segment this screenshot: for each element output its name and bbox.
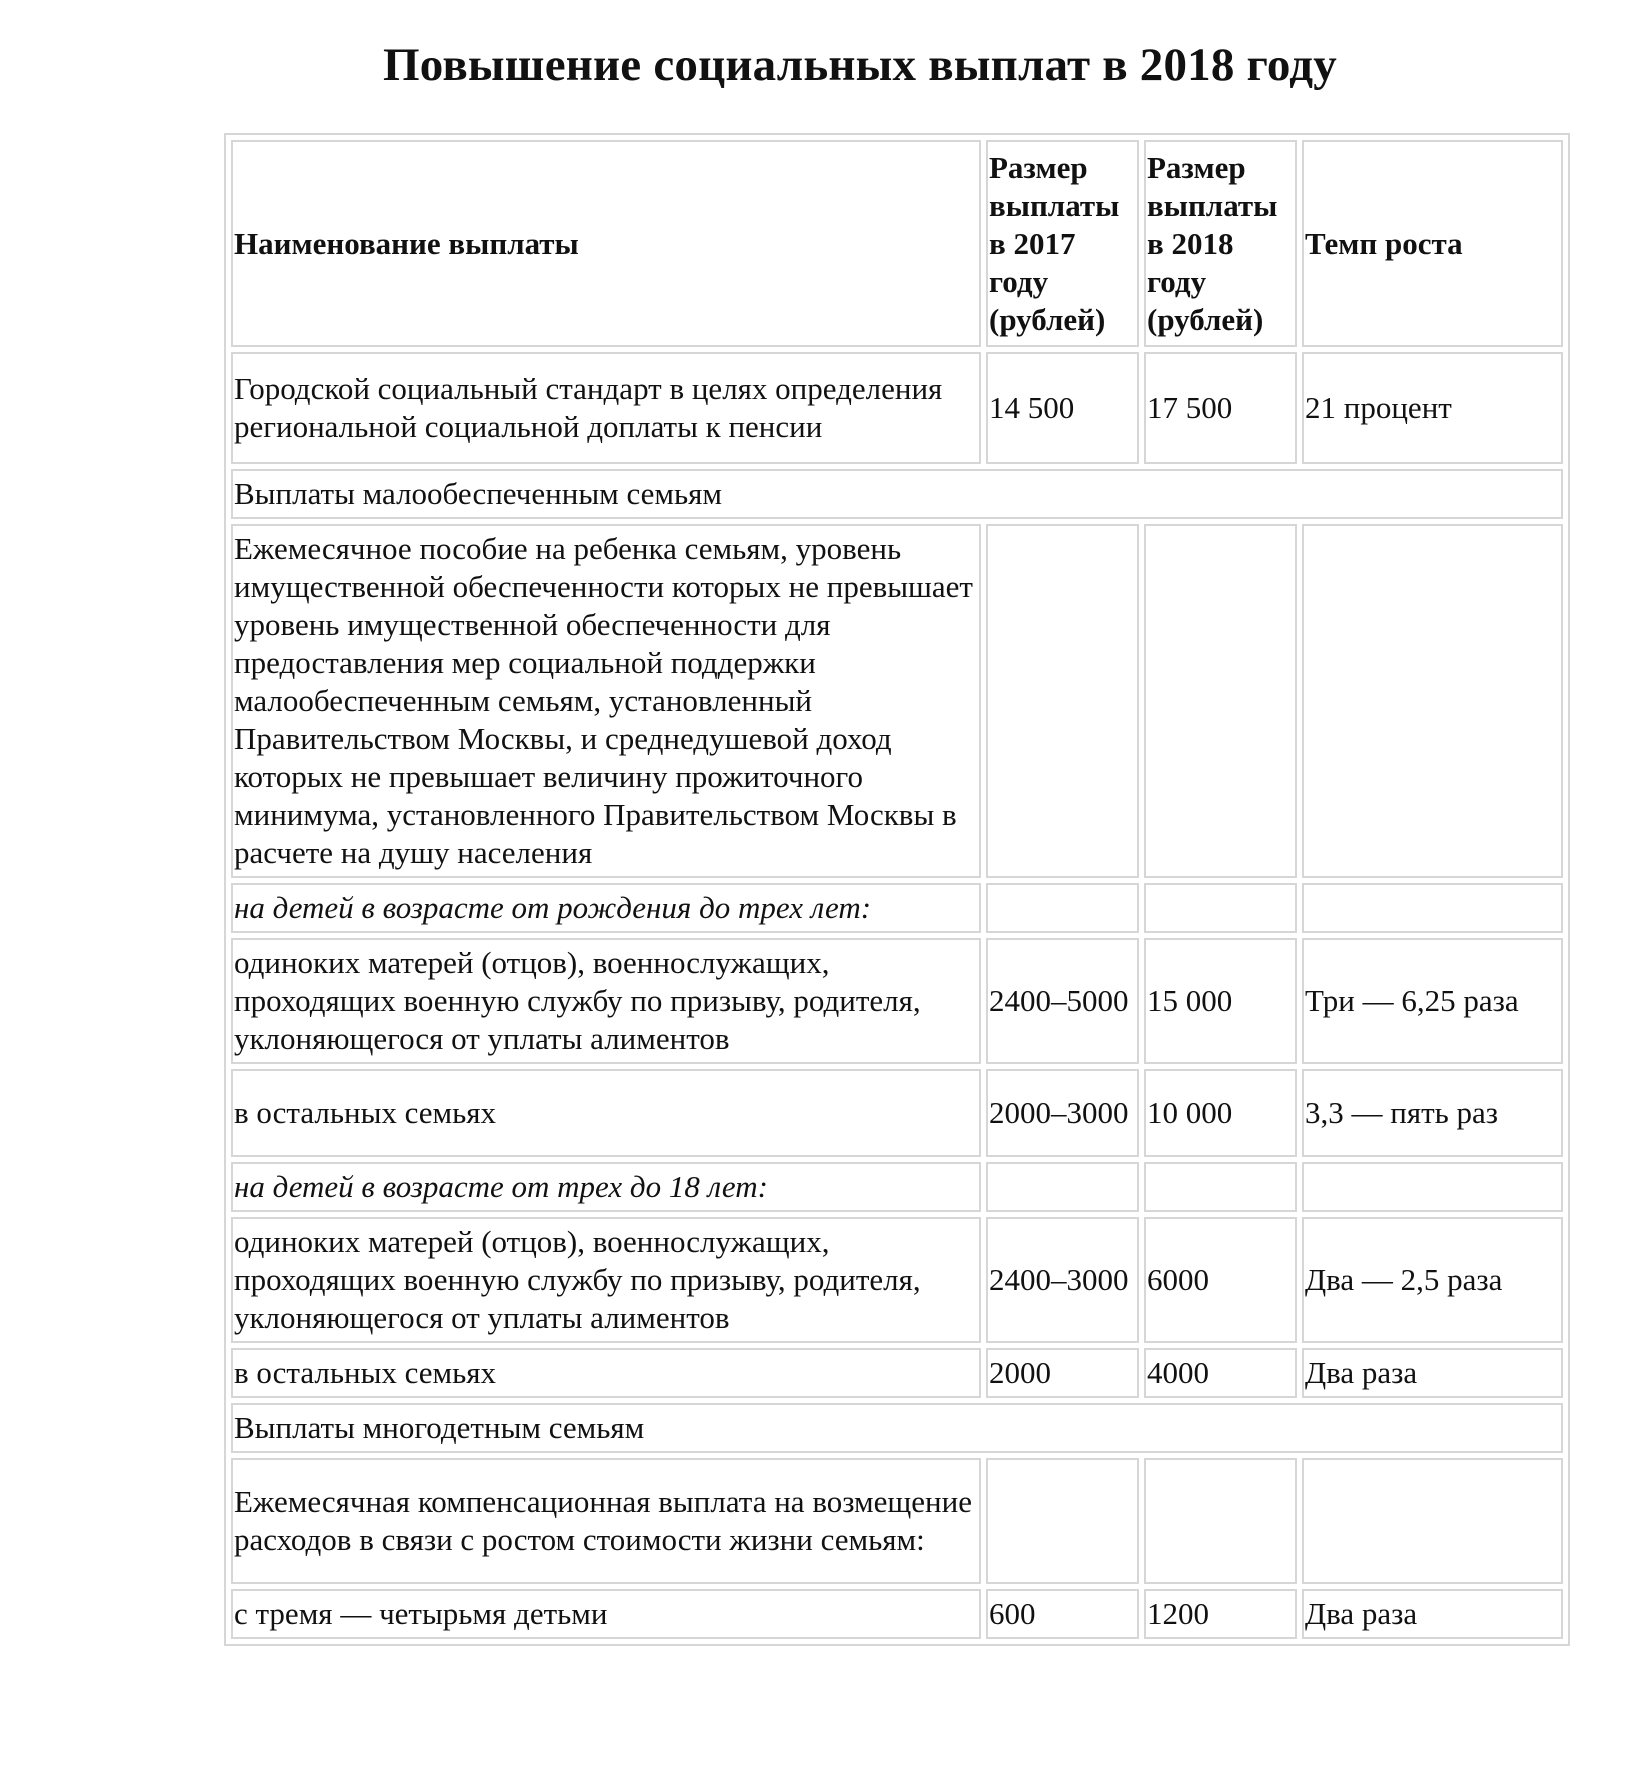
amount-2017-cell: 600 xyxy=(986,1589,1139,1639)
amount-2018-cell: 10 000 xyxy=(1144,1069,1297,1157)
section-row xyxy=(231,469,1563,519)
table-row xyxy=(231,1069,1563,1157)
table-row xyxy=(231,1458,1563,1584)
payment-name-cell: Городской социальный стандарт в целях определения региональной социальной доплаты к пенсии xyxy=(231,352,981,464)
growth-rate-cell: 21 процент xyxy=(1302,352,1563,464)
payment-name-cell: Ежемесячная компенсационная выплата на возмещение расходов в связи с ростом стоимости жизни семьям: xyxy=(231,1458,981,1584)
amount-2018-cell: 6000 xyxy=(1144,1217,1297,1343)
payment-name-cell: с тремя — четырьмя детьми xyxy=(231,1589,981,1639)
growth-rate-cell xyxy=(1302,524,1563,878)
table-header-row xyxy=(231,140,1563,347)
payment-name-cell: одиноких матерей (отцов), военнослужащих, проходящих военную службу по призыву, родителя, уклоняющегося от уплаты алиментов xyxy=(231,938,981,1064)
page-title: Повышение социальных выплат в 2018 году xyxy=(383,39,1337,91)
growth-rate-cell xyxy=(1302,1458,1563,1584)
payments-table xyxy=(224,133,1570,1646)
table-row xyxy=(231,938,1563,1064)
amount-2017-cell: 2000 xyxy=(986,1348,1139,1398)
amount-2018-cell xyxy=(1144,1162,1297,1212)
subgroup-label: на детей в возрасте от трех до 18 лет: xyxy=(231,1162,981,1212)
amount-2018-cell xyxy=(1144,524,1297,878)
amount-2018-cell: 15 000 xyxy=(1144,938,1297,1064)
table-row xyxy=(231,1589,1563,1639)
payment-name-cell: в остальных семьях xyxy=(231,1348,981,1398)
header-amount-2017: Размер выплаты в 2017 году (рублей) xyxy=(986,140,1139,347)
growth-rate-cell xyxy=(1302,1162,1563,1212)
header-amount-2018: Размер выплаты в 2018 году (рублей) xyxy=(1144,140,1297,347)
amount-2018-cell xyxy=(1144,883,1297,933)
growth-rate-cell: Три — 6,25 раза xyxy=(1302,938,1563,1064)
header-growth-rate: Темп роста xyxy=(1302,140,1563,347)
amount-2017-cell xyxy=(986,524,1139,878)
amount-2018-cell: 17 500 xyxy=(1144,352,1297,464)
growth-rate-cell: 3,3 — пять раз xyxy=(1302,1069,1563,1157)
amount-2018-cell: 4000 xyxy=(1144,1348,1297,1398)
section-row xyxy=(231,1403,1563,1453)
payment-name-cell: одиноких матерей (отцов), военнослужащих, проходящих военную службу по призыву, родителя, уклоняющегося от уплаты алиментов xyxy=(231,1217,981,1343)
section-heading: Выплаты многодетным семьям xyxy=(231,1403,1563,1453)
amount-2018-cell xyxy=(1144,1458,1297,1584)
growth-rate-cell: Два раза xyxy=(1302,1348,1563,1398)
table-row xyxy=(231,883,1563,933)
table-row xyxy=(231,1348,1563,1398)
amount-2017-cell: 2000–3000 xyxy=(986,1069,1139,1157)
amount-2017-cell: 2400–5000 xyxy=(986,938,1139,1064)
header-payment-name: Наименование выплаты xyxy=(231,140,981,347)
table-row xyxy=(231,1217,1563,1343)
amount-2017-cell xyxy=(986,1458,1139,1584)
payment-name-cell: в остальных семьях xyxy=(231,1069,981,1157)
amount-2017-cell xyxy=(986,883,1139,933)
growth-rate-cell: Два раза xyxy=(1302,1589,1563,1639)
section-heading: Выплаты малообеспеченным семьям xyxy=(231,469,1563,519)
table-row xyxy=(231,352,1563,464)
table-row xyxy=(231,524,1563,878)
growth-rate-cell: Два — 2,5 раза xyxy=(1302,1217,1563,1343)
subgroup-label: на детей в возрасте от рождения до трех лет: xyxy=(231,883,981,933)
table-row xyxy=(231,1162,1563,1212)
amount-2017-cell: 14 500 xyxy=(986,352,1139,464)
amount-2017-cell xyxy=(986,1162,1139,1212)
amount-2017-cell: 2400–3000 xyxy=(986,1217,1139,1343)
amount-2018-cell: 1200 xyxy=(1144,1589,1297,1639)
payment-name-cell: Ежемесячное пособие на ребенка семьям, уровень имущественной обеспеченности которых не превышает уровень имущественной обеспеченности для предоставления мер социальной поддержки малообеспеченным семьям, установленный Правительством Москвы, и среднедушевой доход которых не превышает величину прожиточного минимума, установленного Правительством Москвы в расчете на душу населения xyxy=(231,524,981,878)
growth-rate-cell xyxy=(1302,883,1563,933)
